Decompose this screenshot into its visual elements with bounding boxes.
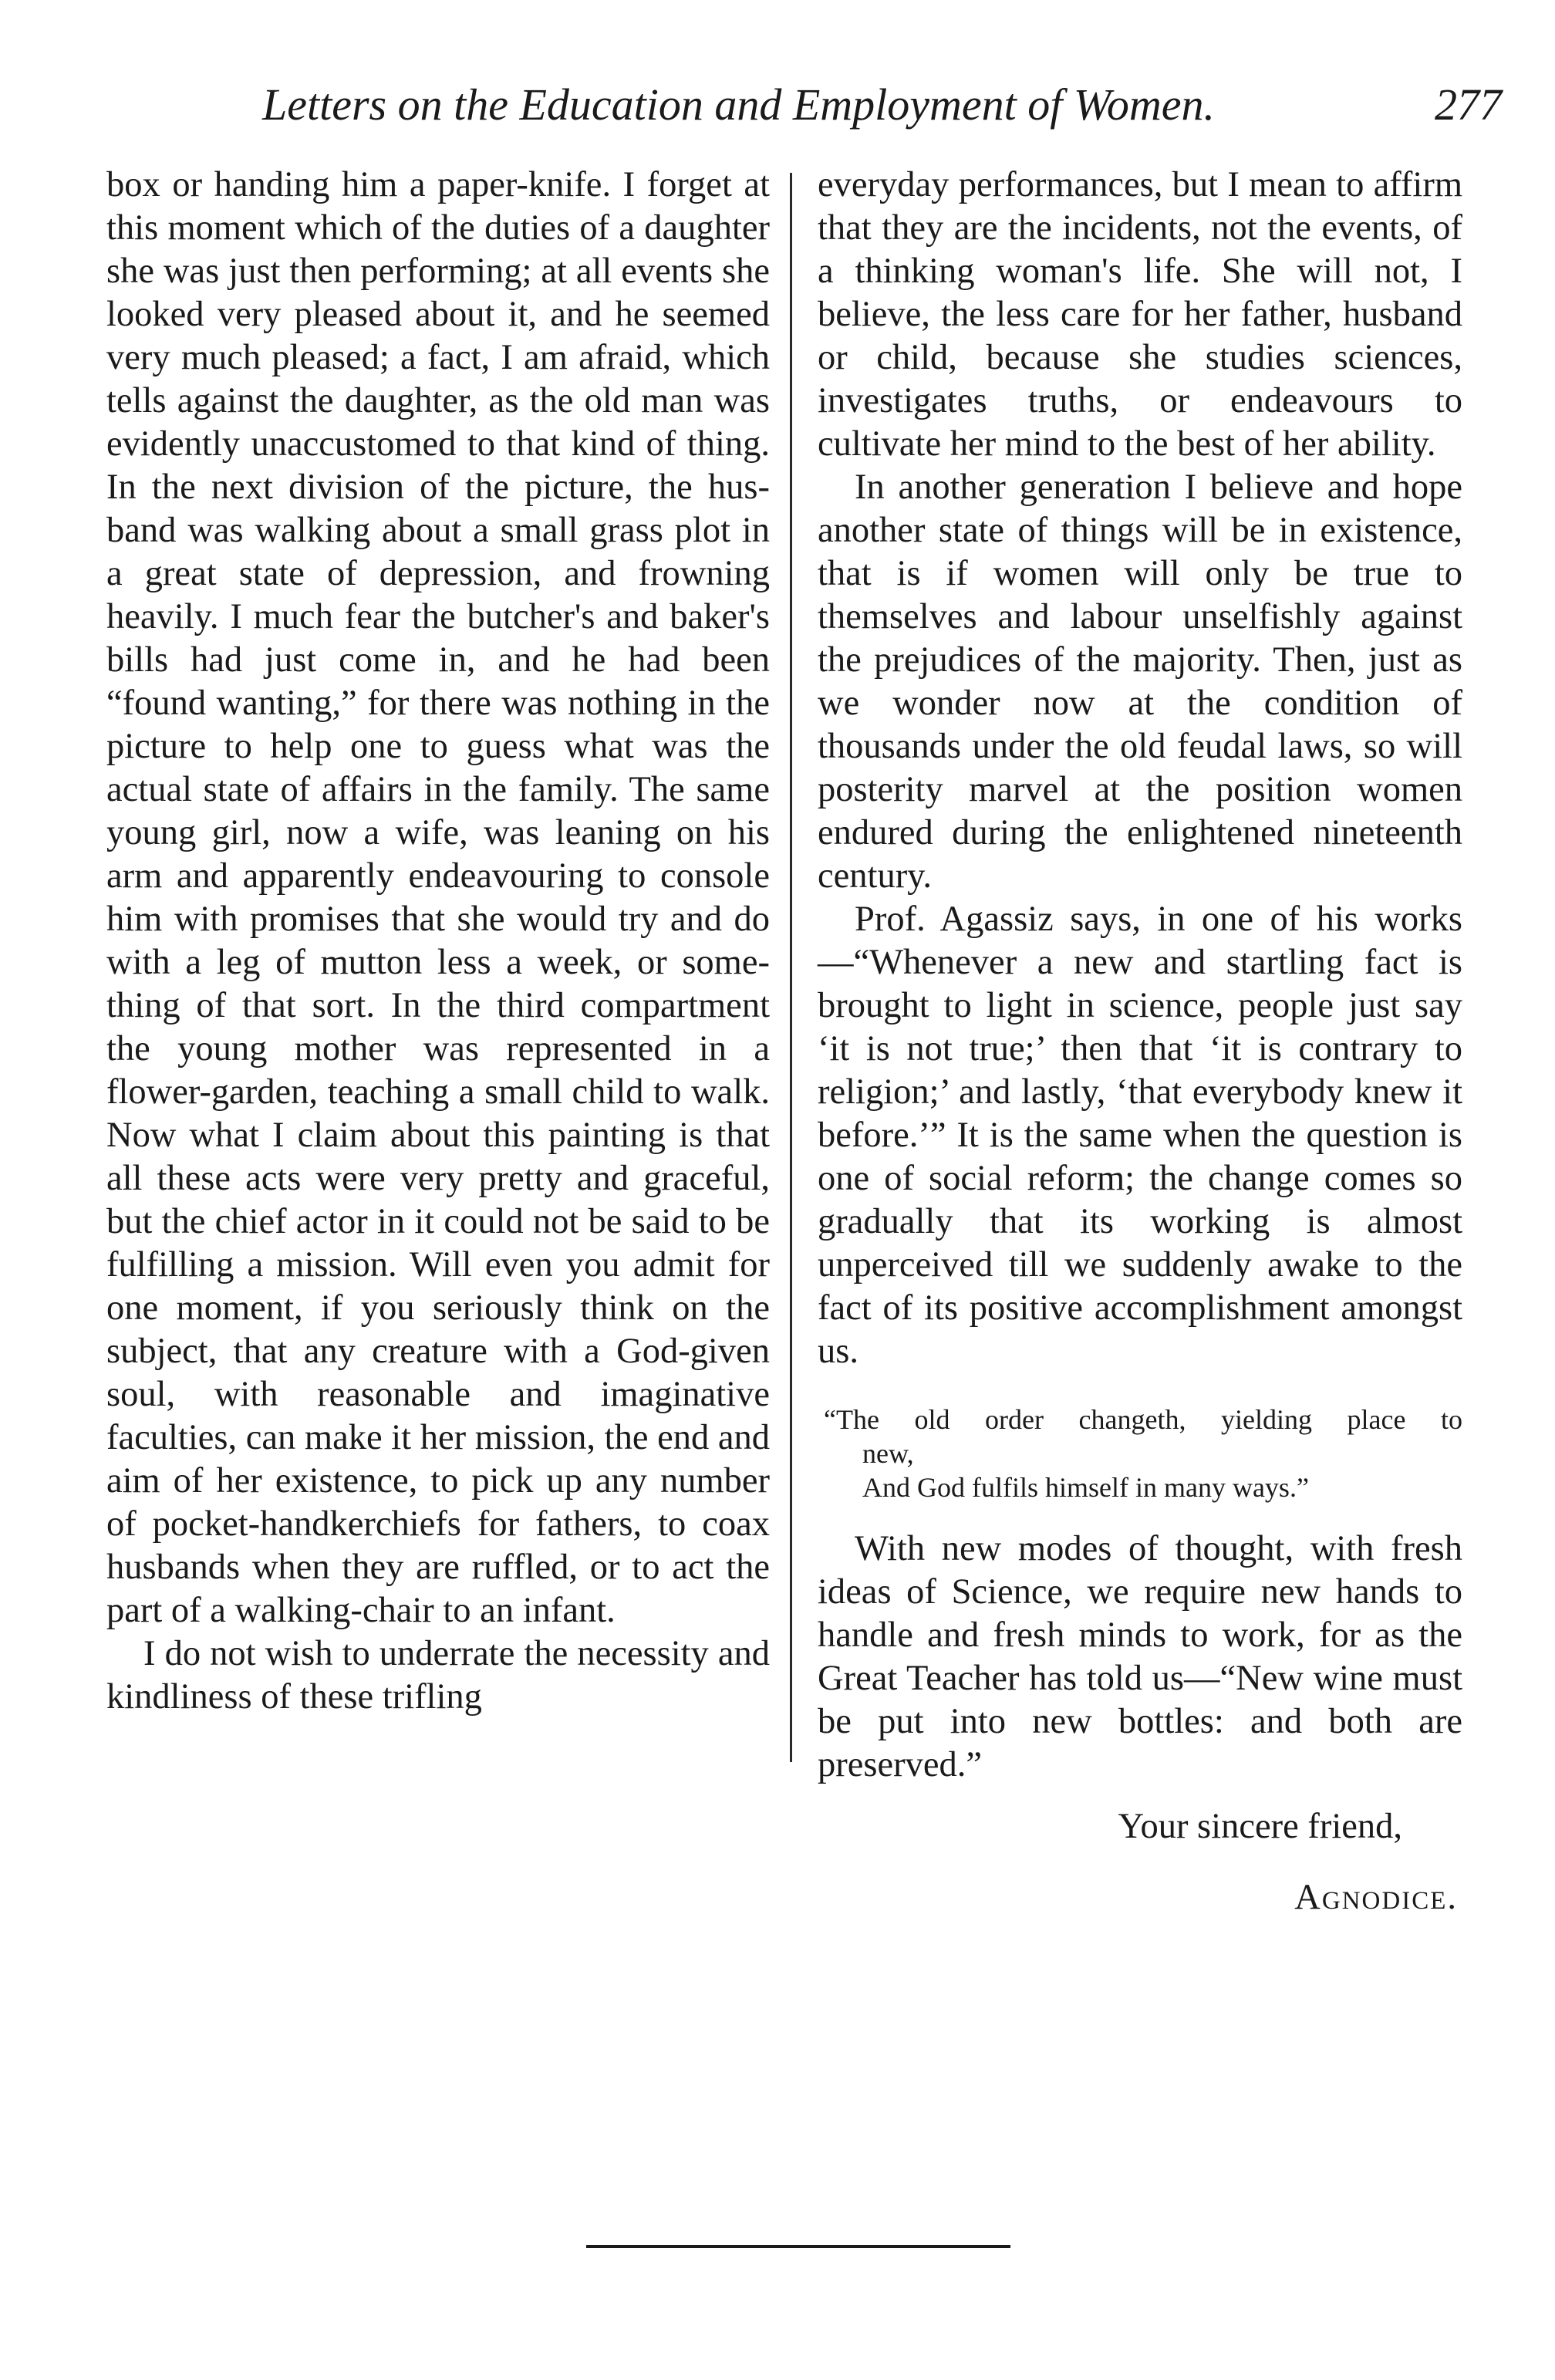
right-paragraph-1: everyday performances, but I mean to affirm that they are the incidents, not the events, of a thinking woman's life. She will not, I believe, the less care for her father, husband or child, because she studies sciences, investigates truths, or endeavours to cultivate her mind to the best of her ability. bbox=[818, 165, 1462, 464]
verse-quotation bbox=[818, 1403, 1462, 1504]
right-paragraph-4: With new modes of thought, with fresh ideas of Science, we require new hands to handle and fresh minds to work, for as the Great Teacher has told us—“New wine must be put into new bottles: and both are preserved.” bbox=[818, 1529, 1462, 1784]
left-paragraph-2: I do not wish to underrate the necessity and kindliness of these trifling bbox=[106, 1634, 770, 1717]
running-title: Letters on the Education and Employment of Women. bbox=[262, 79, 1216, 130]
left-paragraph-1: box or handing him a paper-knife. I forget at this moment which of the duties of a daughter she was just then performing; at all events she looked very pleased about it, and he seemed very much pleased; a fact, I am afraid, which tells against the daughter, as the old man was evidently unaccustomed to that kind of thing. In the next division of the picture, the husband was walking about a small grass plot in a great state of depression, and frowning heavily. I much fear the butcher's and baker's bills had just come in, and he had been “found wanting,” for there was nothing in the picture to help one to guess what was the actual state of affairs in the family. The same young girl, now a wife, was leaning on his arm and apparently endeavouring to console him with promises that she would try and do with a leg of mutton less a week, or something of that sort. In the third compartment the young mother was represented in a flower-garden, teaching a small child to walk. Now what I claim about this painting is that all these acts were very pretty and graceful, but the chief actor in it could not be said to be fulfilling a mission. Will even you admit for one moment, if you seriously think on the subject, that any creature with a God-given soul, with reasonable and imaginative faculties, can make it her mission, the end and aim of her existence, to pick up any number of pocket-handkerchiefs for fathers, to coax husbands when they are ruffled, or to act the part of a walking-chair to an infant. bbox=[106, 165, 770, 1630]
column-divider bbox=[790, 173, 792, 1762]
signature: Agnodice. bbox=[1294, 1878, 1458, 1917]
page-number: 277 bbox=[1435, 79, 1502, 130]
quote-line-3: And God fulfils himself in many ways.” bbox=[862, 1472, 1309, 1503]
right-paragraph-3: Prof. Agassiz says, in one of his works—“Whenever a new and startling fact is brought to light in science, people just say ‘it is not true;’ then that ‘it is contrary to religion;’ and lastly, ‘that everybody knew it before.’” It is the same when the question is one of social reform; the change comes so gradually that its working is almost unperceived till we suddenly awake to the fact of its positive accomplishment amongst us. bbox=[818, 900, 1462, 1371]
right-paragraph-2: In another generation I believe and hope another state of things will be in existence, that is if women will only be true to themselves and labour unselfishly against the prejudices of the majority. Then, just as we wonder now at the condition of thousands under the old feudal laws, so will posterity marvel at the position women endured during the enlightened nineteenth century. bbox=[818, 468, 1462, 896]
left-column bbox=[106, 164, 770, 1784]
footer-rule bbox=[586, 2245, 1010, 2248]
closing-salutation: Your sincere friend, bbox=[1118, 1807, 1402, 1846]
right-column bbox=[818, 164, 1462, 1917]
quote-line-2: new, bbox=[862, 1438, 914, 1469]
quote-line-1: “The old order changeth, yielding place to bbox=[824, 1404, 1462, 1435]
